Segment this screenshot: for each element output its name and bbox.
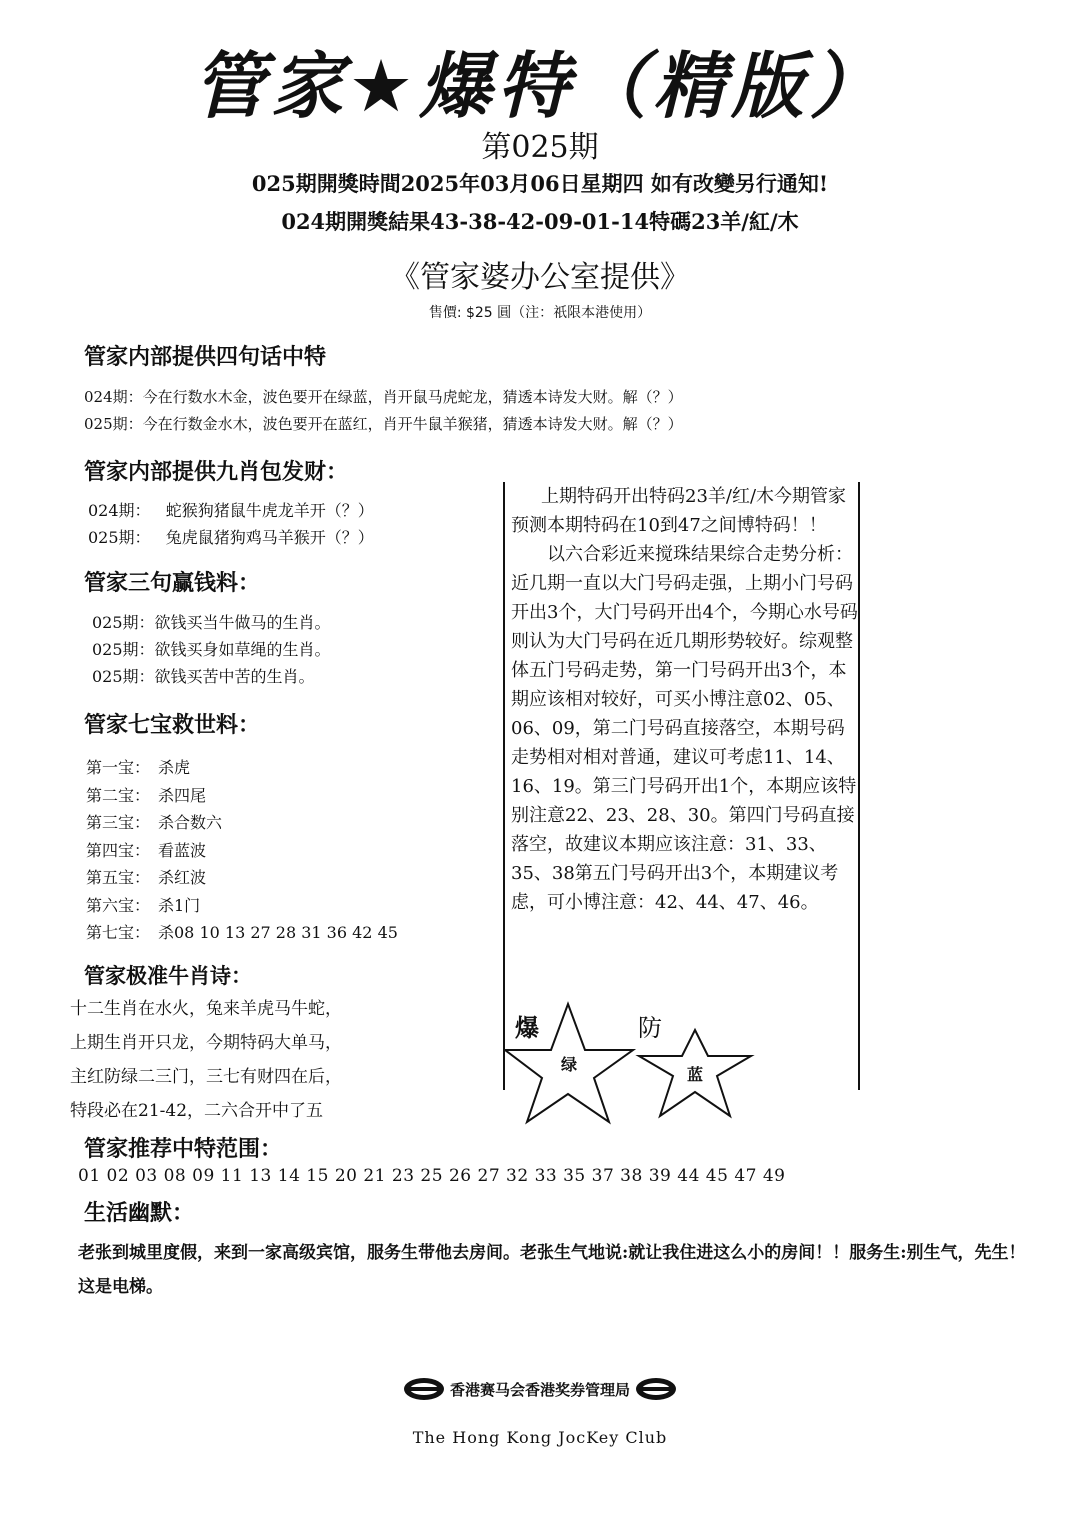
list-item: 024期： 蛇猴狗猪鼠牛虎龙羊开（？） [88, 501, 374, 520]
treasure-value: 杀红波 [158, 868, 207, 887]
seven-treasures-list [86, 755, 398, 948]
zodiac-poem-heading: 管家极准牛肖诗： [84, 964, 252, 988]
treasure-value: 杀合数六 [158, 813, 223, 832]
seven-treasures-heading: 管家七宝救世料： [84, 713, 261, 738]
three-sentence-list [92, 610, 331, 691]
list-item [86, 783, 398, 811]
hkjc-line [402, 1376, 678, 1402]
treasure-label: 第二宝： [86, 785, 151, 805]
star-right [638, 1014, 751, 1116]
recommended-range-heading: 管家推荐中特范围： [84, 1137, 283, 1162]
four-sentence-heading: 管家内部提供四句话中特 [84, 345, 327, 370]
three-sentence-heading: 管家三句赢钱料： [84, 571, 261, 596]
list-item [86, 810, 398, 838]
humor-heading: 生活幽默： [84, 1201, 195, 1226]
last-draw-result: 024期開獎結果43-38-42-09-01-14特碼23羊/紅/木 [281, 209, 799, 234]
poem-line: 上期生肖开只龙，今期特码大单马， [70, 1033, 342, 1053]
list-item: 025期： 兔虎鼠猪狗鸡马羊猴开（？） [88, 528, 374, 547]
humor-text: 老张到城里度假，来到一家高级宾馆，服务生带他去房间。老张生气地说:就让我住进这么小的房间！！服务生:别生气，先生！这是电梯。 [78, 1243, 1026, 1297]
nine-zodiac-heading: 管家内部提供九肖包发财： [84, 460, 349, 485]
provider-line: 《管家婆办公室提供》 [390, 260, 690, 295]
treasure-label: 第三宝： [86, 813, 151, 832]
hkjc-chinese-name: 香港赛马会香港奖券管理局 [449, 1380, 630, 1399]
treasure-label: 第四宝： [86, 840, 151, 860]
star-left-label: 爆 [515, 1014, 539, 1042]
list-item: 025期：今在行数金水木，波色要开在蓝红，肖开牛鼠羊猴猪，猜透本诗发大财。解（？） [84, 415, 683, 433]
poem-line: 十二生肖在水火，兔来羊虎马牛蛇， [70, 999, 342, 1019]
zodiac-poem [70, 994, 342, 1130]
treasure-value: 杀1门 [158, 895, 201, 915]
analysis-intro: 上期特码开出特码23羊/红/木今期管家预测本期特码在10到47之间博特码！！ [511, 486, 847, 536]
list-item [86, 755, 398, 783]
poem-line: 特段必在21-42，二六合开中了五 [70, 1101, 324, 1121]
list-item: 025期：欲钱买身如草绳的生肖。 [92, 640, 331, 659]
page-title: 管家★爆特（精版） [192, 44, 888, 128]
jockey-club-logo-icon [634, 1376, 678, 1402]
recommended-range-numbers: 01 02 03 08 09 11 13 14 15 20 21 23 25 26 27 32 33 35 37 38 39 44 45 47 49 [78, 1166, 786, 1186]
list-item [86, 920, 398, 948]
jockey-club-logo-icon [402, 1376, 446, 1402]
star-right-text: 蓝 [687, 1065, 704, 1084]
list-item [86, 893, 398, 921]
four-sentence-list [84, 386, 683, 440]
treasure-label: 第一宝： [86, 758, 151, 777]
treasure-label: 第七宝： [86, 923, 151, 942]
treasure-value: 杀虎 [158, 758, 191, 777]
price-line: 售價: $25 圓（注：祇限本港使用） [428, 305, 652, 321]
list-item [86, 865, 398, 893]
list-item: 024期：今在行数水木金，波色要开在绿蓝，肖开鼠马虎蛇龙，猜透本诗发大财。解（？） [84, 388, 683, 406]
treasure-label: 第六宝： [86, 895, 151, 915]
poem-line: 主红防绿二三门，三七有财四在后， [70, 1067, 342, 1087]
treasure-value: 杀08 10 13 27 28 31 36 42 45 [158, 923, 398, 942]
hkjc-english-name: The Hong Kong JocKey Club [412, 1428, 668, 1447]
list-item [86, 838, 398, 866]
star-left [505, 1004, 633, 1122]
treasure-value: 看蓝波 [158, 840, 207, 860]
list-item: 025期：欲钱买苦中苦的生肖。 [92, 667, 315, 686]
draw-time-notice: 025期開獎時間2025年03月06日星期四 如有改變另行通知! [251, 171, 829, 196]
analysis-body: 以六合彩近来搅珠结果综合走势分析：近几期一直以大门号码走强，上期小门号码开出3个，大门号码开出4个，今期心水号码则认为大门号码在近几期形势较好。综观整体五门号码走势，第一门号码开出3个，本期应该相对较好，可买小博注意02、05、06、09，第二门号码直接落空，本期号码走势相对相对普通，建议可考虑11、14、16、19。第三门号码开出1个，本期应该特别注意22、23、28、30。第四门号码直接落空，故建议本期应该注意：31、33、35、38第五门号码开出3个，本期建议考虑，可小博注意：42、44、47、46。 [511, 544, 858, 913]
treasure-value: 杀四尾 [158, 785, 207, 805]
star-right-label: 防 [638, 1014, 662, 1042]
footer [0, 1376, 1080, 1447]
issue-number: 第025期 [481, 130, 599, 165]
list-item: 025期：欲钱买当牛做马的生肖。 [92, 613, 331, 632]
analysis-box [503, 482, 860, 1090]
stars-graphic [505, 1000, 855, 1125]
star-left-text: 绿 [561, 1055, 578, 1074]
treasure-label: 第五宝： [86, 868, 151, 887]
nine-zodiac-list [88, 498, 374, 552]
